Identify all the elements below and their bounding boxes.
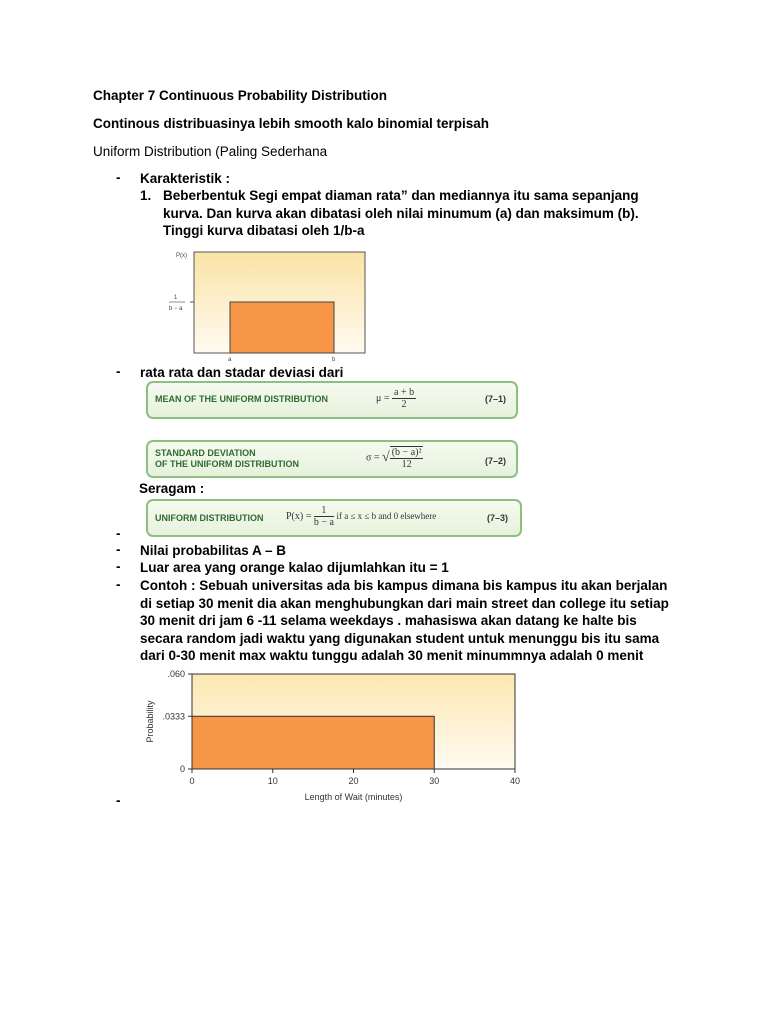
x-tick-label: 40 (509, 776, 521, 786)
bullet-dash: - (116, 542, 121, 557)
sd-lhs: σ = (366, 452, 380, 464)
sd-formula-box (146, 440, 518, 478)
figure1-uniform-rect (230, 302, 334, 353)
mean-intro: rata rata dan stadar deviasi dari (140, 365, 344, 380)
x-axis-label: Length of Wait (minutes) (304, 792, 403, 802)
bullet-dash: - (116, 170, 121, 185)
x-tick-label: 20 (348, 776, 359, 786)
y-axis-label: Probability (145, 700, 155, 743)
sd-formula (366, 446, 423, 470)
figure1-height-num: 1 (174, 295, 178, 301)
y-tick-label: .0333 (162, 711, 185, 722)
uniform-formula-box (146, 499, 522, 537)
mean-formula-box (146, 381, 518, 419)
figure1-height-den: b − a (169, 306, 183, 312)
sd-denominator: 12 (401, 459, 412, 470)
uniform-heading: Uniform Distribution (Paling Sederhana (93, 144, 328, 159)
bullet-dash: - (116, 793, 121, 808)
figure1-a-label: a (228, 357, 232, 363)
uniform-numerator: 1 (314, 505, 334, 517)
x-tick-label: 0 (189, 776, 195, 786)
figure1-y-label: P(x) (176, 253, 187, 259)
seragam-label: Seragam : (139, 481, 205, 496)
sd-numerator: (b − a)² (391, 447, 422, 458)
mean-numerator: a + b (394, 387, 415, 398)
uniform-shape-figure (160, 245, 375, 365)
nilai-probabilitas: Nilai probabilitas A – B (140, 543, 287, 558)
smooth-heading: Continous distribuasinya lebih smooth kalo binomial terpisah (93, 116, 490, 131)
uniform-rhs: if a ≤ x ≤ b and 0 elsewhere (336, 510, 437, 521)
uniform-eq-number: (7–3) (487, 513, 509, 523)
item1-text: Beberbentuk Segi empat diaman rata” dan mediannya itu sama sepanjang kurva. Dan kurva akan dibatasi oleh nilai minumum (a) dan maksimum (b). Tinggi kurva dibatasi oleh 1/b-a (163, 188, 639, 239)
bullet-dash: - (116, 526, 121, 541)
uniform-box-label: UNIFORM DISTRIBUTION (155, 513, 264, 523)
chapter-heading: Chapter 7 Continuous Probability Distribution (93, 88, 388, 103)
bullet-dash: - (116, 577, 121, 592)
bullet-dash: - (116, 559, 121, 574)
sd-box-label-2: OF THE UNIFORM DISTRIBUTION (155, 459, 299, 469)
wait-time-chart (140, 668, 530, 808)
y-tick-label: 0 (179, 764, 185, 774)
mean-formula (376, 387, 416, 410)
uniform-lhs: P(x) = (286, 510, 312, 522)
bullet-dash: - (116, 364, 121, 379)
sd-box-label-1: STANDARD DEVIATION (155, 448, 256, 458)
mean-box-label: MEAN OF THE UNIFORM DISTRIBUTION (155, 394, 328, 404)
mean-eq-number: (7–1) (485, 394, 507, 404)
contoh-text: Contoh : Sebuah universitas ada bis kampus dimana bis kampus itu akan berjalan di setiap 30 menit dia akan menghubungkan dari main street dan college itu setiap 30 menit dri jam 6 -11 selama weekdays . mahasiswa akan datang ke halte bis secara random jadi waktu yang digunakan student untuk menunggu bis itu sama dari 0-30 menit max waktu tunggu adalah 30 menit minummnya adalah 0 menit (140, 578, 669, 664)
probability-area (192, 716, 434, 769)
uniform-formula (286, 505, 436, 528)
x-tick-label: 30 (429, 776, 440, 786)
mean-denominator: 2 (401, 399, 407, 410)
karakteristik-label: Karakteristik : (140, 171, 231, 186)
mean-lhs: μ = (376, 392, 390, 404)
x-tick-label: 10 (267, 776, 278, 786)
sd-eq-number: (7–2) (485, 456, 507, 466)
figure1-b-label: b (332, 357, 336, 363)
sqrt-icon: √ (382, 450, 390, 465)
y-tick-label: .060 (167, 669, 185, 679)
uniform-denominator: b − a (313, 517, 334, 528)
luar-area: Luar area yang orange kalao dijumlahkan itu = 1 (140, 560, 449, 575)
item1-number: 1. (140, 188, 152, 203)
